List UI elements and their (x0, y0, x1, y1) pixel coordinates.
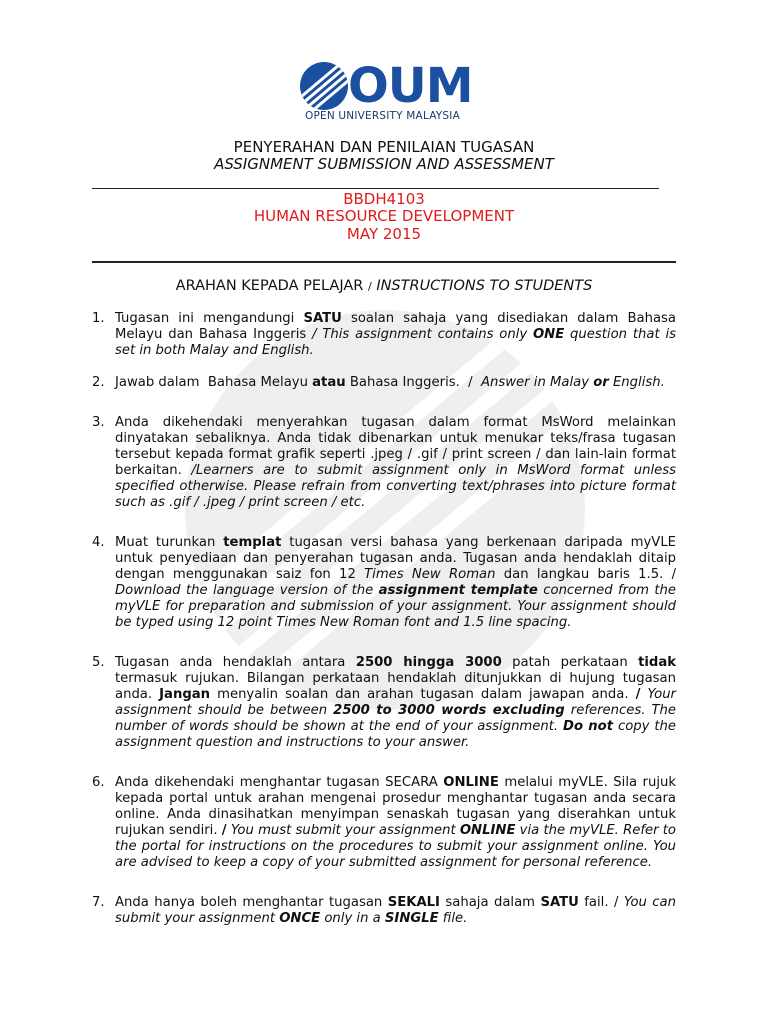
item-number: 6. (92, 775, 105, 790)
instruction-item (92, 655, 676, 751)
item-number: 3. (92, 415, 105, 430)
logo-subtitle: OPEN UNIVERSITY MALAYSIA (305, 110, 460, 122)
course-semester: MAY 2015 (346, 225, 422, 243)
instruction-item (92, 775, 676, 871)
item-text: Muat turunkan templat tugasan versi bahasa yang berkenaan daripada myVLE untuk penyediaan dan penyerahan tugasan anda. Tugasan anda hendaklah ditaip dengan menggunakan saiz fon 12 Times New Roman dan langkau baris 1.5. / Download the language version of the assignment template concerned from the myVLE for preparation and submission of your assignment. Your assignment should be typed using 12 point Times New Roman font and 1.5 line spacing. (115, 535, 677, 630)
course-name: HUMAN RESOURCE DEVELOPMENT (253, 207, 515, 225)
item-number: 7. (92, 895, 105, 910)
item-text: Anda hanya boleh menghantar tugasan SEKALI sahaja dalam SATU fail. / You can submit your assignment ONCE only in a SINGLE file. (115, 895, 676, 926)
instructions-heading-malay: ARAHAN KEPADA PELAJAR (175, 278, 364, 294)
oum-globe-icon (298, 60, 350, 112)
instructions-heading-separator: / (367, 280, 372, 293)
item-number: 2. (92, 375, 105, 390)
instructions-heading-english: INSTRUCTIONS TO STUDENTS (376, 278, 593, 294)
instruction-item (92, 415, 676, 511)
divider (92, 188, 659, 189)
item-text: Anda dikehendaki menyerahkan tugasan dalam format MsWord melainkan dinyatakan sebaliknya. Anda tidak dibenarkan untuk menukar teks/frasa tugasan tersebut kepada format grafik seperti .jpeg / .gif / print screen / dan lain-lain format berkaitan. /Learners are to submit assignment only in MsWord format unless specified otherwise. Please refrain from converting text/phrases into picture format such as .gif / .jpeg / print screen / etc. (115, 415, 676, 510)
item-number: 1. (92, 311, 105, 326)
item-text: Tugasan anda hendaklah antara 2500 hingga 3000 patah perkataan tidak termasuk rujukan. Bilangan perkataan hendaklah ditunjukkan di hujung tugasan anda. Jangan menyalin soalan dan arahan tugasan dalam jawapan anda. / Your assignment should be between 2500 to 3000 words excluding references. The number of words should be shown at the end of your assignment. Do not copy the assignment question and instructions to your answer. (115, 655, 677, 750)
item-text: Tugasan ini mengandungi SATU soalan sahaja yang disediakan dalam Bahasa Melayu dan Bahasa Inggeris / This assignment contains only ONE question that is set in both Malay and English. (115, 311, 676, 358)
logo-wordmark: OUM (348, 58, 473, 114)
course-code: BBDH4103 (343, 190, 425, 208)
oum-logo (298, 60, 478, 124)
title-malay: PENYERAHAN DAN PENILAIAN TUGASAN (233, 138, 535, 156)
title-english: ASSIGNMENT SUBMISSION AND ASSESSMENT (214, 155, 554, 173)
item-number: 4. (92, 535, 105, 550)
instruction-item (92, 311, 676, 359)
instruction-item (92, 895, 676, 927)
item-number: 5. (92, 655, 105, 670)
divider (92, 261, 676, 263)
instruction-item (92, 375, 676, 391)
item-text: Anda dikehendaki menghantar tugasan SECARA ONLINE melalui myVLE. Sila rujuk kepada portal untuk arahan mengenai prosedur menghantar tugasan anda secara online. Anda dinasihatkan menyimpan senaskah tugasan yang diserahkan untuk rujukan sendiri. / You must submit your assignment ONLINE via the myVLE. Refer to the portal for instructions on the procedures to submit your assignment online. You are advised to keep a copy of your submitted assignment for personal reference. (115, 775, 676, 870)
instructions-list (92, 311, 676, 927)
item-text: Jawab dalam Bahasa Melayu atau Bahasa Inggeris. / Answer in Malay or English. (115, 375, 665, 390)
instructions-heading (0, 278, 768, 294)
instruction-item (92, 535, 676, 631)
